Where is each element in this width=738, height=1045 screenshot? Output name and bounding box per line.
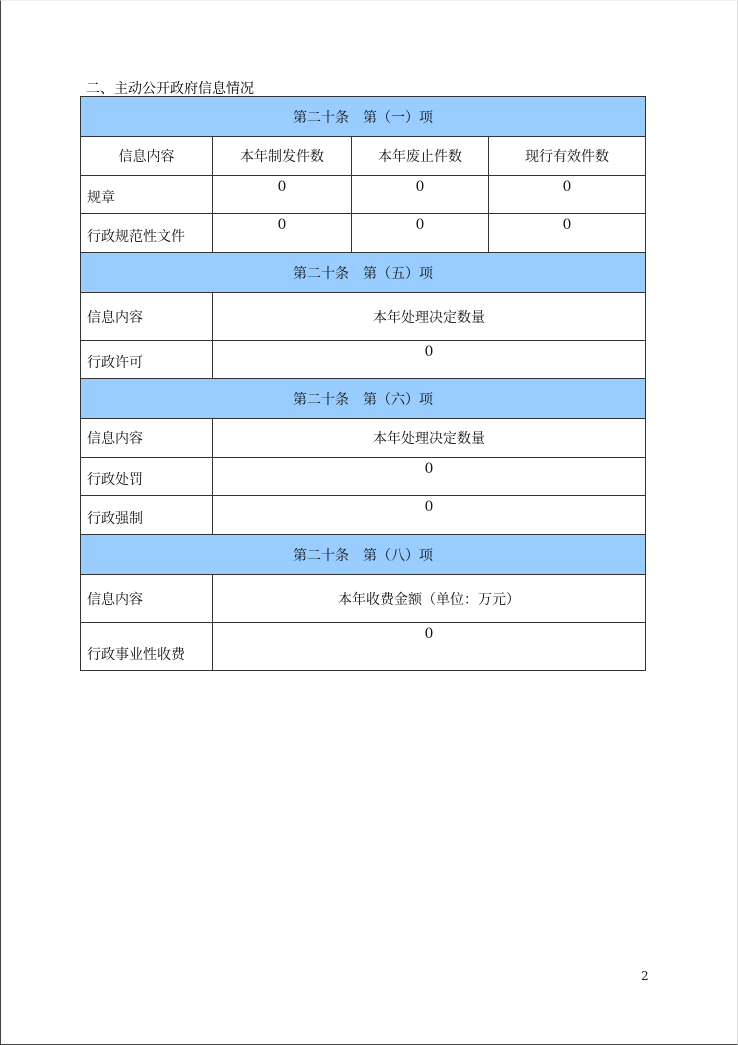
column-header: 本年制发件数 bbox=[213, 137, 352, 176]
cell-value: 0 bbox=[213, 341, 646, 379]
column-header: 本年处理决定数量 bbox=[213, 419, 646, 458]
cell-value: 0 bbox=[352, 176, 489, 214]
section-header: 第二十条 第（八）项 bbox=[81, 535, 646, 575]
table-row bbox=[81, 341, 646, 379]
row-label: 行政事业性收费 bbox=[81, 623, 213, 671]
table-row bbox=[81, 623, 646, 671]
table-row bbox=[81, 458, 646, 496]
cell-value: 0 bbox=[213, 496, 646, 535]
column-header: 现行有效件数 bbox=[489, 137, 646, 176]
section-header: 第二十条 第（六）项 bbox=[81, 379, 646, 419]
row-label: 行政强制 bbox=[81, 496, 213, 535]
column-header: 信息内容 bbox=[81, 419, 213, 458]
section-header-row bbox=[81, 379, 646, 419]
column-header-row bbox=[81, 137, 646, 176]
cell-value: 0 bbox=[213, 176, 352, 214]
cell-value: 0 bbox=[213, 458, 646, 496]
section-header: 第二十条 第（五）项 bbox=[81, 253, 646, 293]
column-header: 本年收费金额（单位：万元） bbox=[213, 575, 646, 623]
section-header-row bbox=[81, 253, 646, 293]
section-header-row bbox=[81, 97, 646, 137]
section-title: 二、主动公开政府信息情况 bbox=[86, 81, 254, 97]
row-label: 行政许可 bbox=[81, 341, 213, 379]
column-header: 信息内容 bbox=[81, 293, 213, 341]
table-row bbox=[81, 214, 646, 253]
info-table bbox=[80, 96, 646, 671]
column-header: 本年处理决定数量 bbox=[213, 293, 646, 341]
row-label: 行政规范性文件 bbox=[81, 214, 213, 253]
column-header: 本年废止件数 bbox=[352, 137, 489, 176]
row-label: 规章 bbox=[81, 176, 213, 214]
page-number: 2 bbox=[641, 969, 649, 983]
cell-value: 0 bbox=[352, 214, 489, 253]
cell-value: 0 bbox=[489, 176, 646, 214]
cell-value: 0 bbox=[489, 214, 646, 253]
row-label: 行政处罚 bbox=[81, 458, 213, 496]
cell-value: 0 bbox=[213, 214, 352, 253]
column-header: 信息内容 bbox=[81, 137, 213, 176]
table-row bbox=[81, 176, 646, 214]
column-header: 信息内容 bbox=[81, 575, 213, 623]
column-header-row bbox=[81, 293, 646, 341]
section-header: 第二十条 第（一）项 bbox=[81, 97, 646, 137]
section-header-row bbox=[81, 535, 646, 575]
table-row bbox=[81, 496, 646, 535]
column-header-row bbox=[81, 419, 646, 458]
column-header-row bbox=[81, 575, 646, 623]
cell-value: 0 bbox=[213, 623, 646, 671]
